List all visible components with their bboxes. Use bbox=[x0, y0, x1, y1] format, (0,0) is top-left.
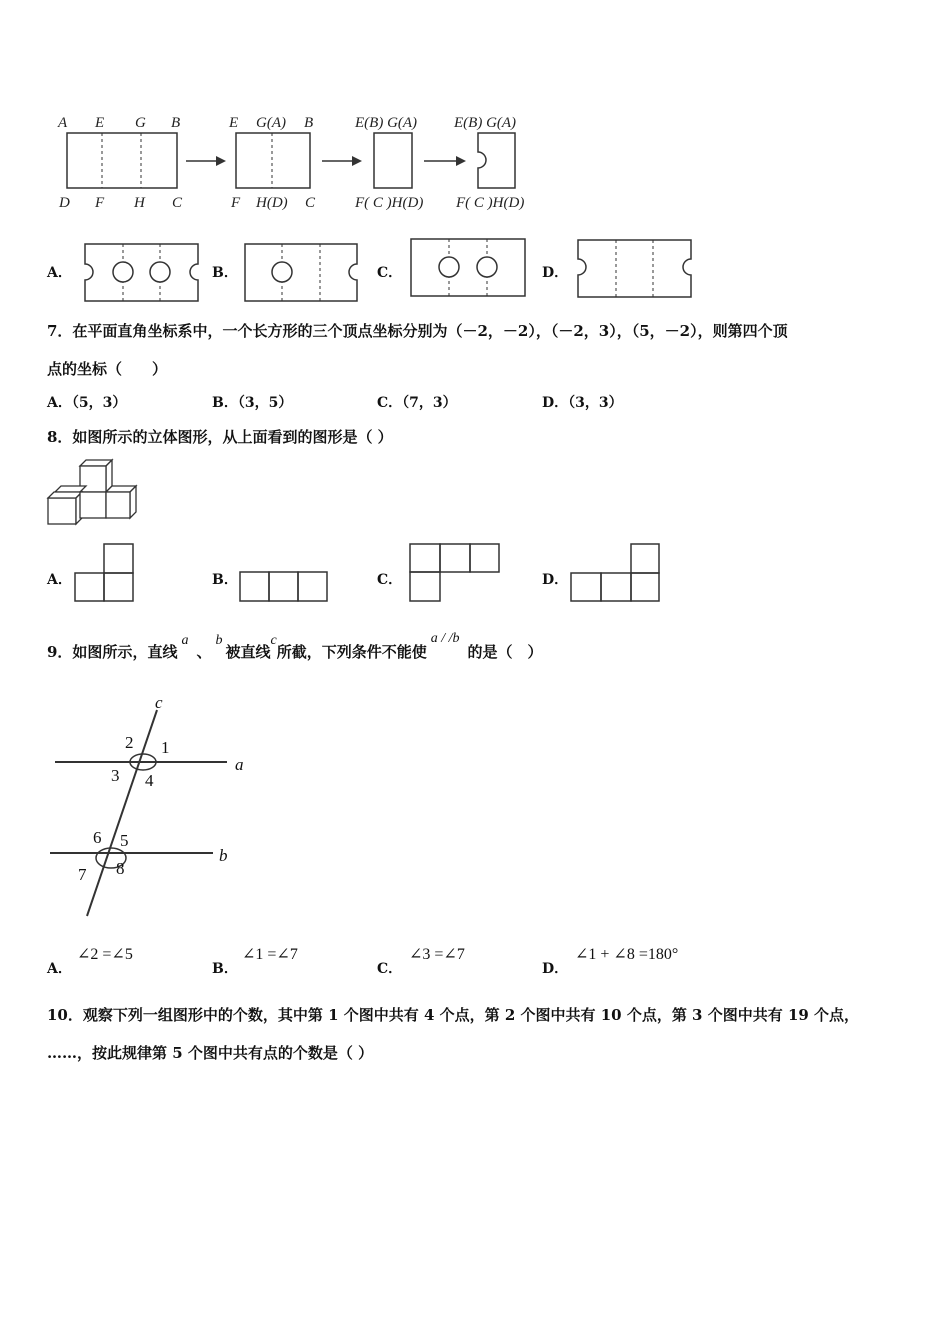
stage1-label-g: G bbox=[135, 115, 146, 131]
q7-option-b-text: （3，5） bbox=[237, 395, 293, 411]
q9-text bbox=[47, 630, 543, 660]
q9-text-part4: 的是（ ） bbox=[467, 643, 543, 661]
q9-option-b[interactable] bbox=[212, 944, 362, 977]
stage1-label-c: C bbox=[172, 195, 183, 211]
stage2-label-c: C bbox=[305, 195, 316, 211]
q7-option-d-text: （3，3） bbox=[568, 395, 623, 411]
q9-parallel-lines-figure bbox=[45, 688, 255, 928]
q9-option-d-label: D． bbox=[542, 961, 569, 977]
q8-option-d-label[interactable]: D． bbox=[542, 572, 569, 588]
q7-text-line2: 点的坐标（ ） bbox=[47, 360, 168, 378]
q7-option-c[interactable] bbox=[377, 392, 457, 412]
stage2-label-ga: G(A) bbox=[256, 115, 286, 131]
q9-angle-8: 8 bbox=[116, 859, 125, 878]
q6-option-a-label[interactable]: A． bbox=[47, 265, 72, 281]
q9-angle-6: 6 bbox=[93, 828, 102, 847]
stage2-label-e: E bbox=[229, 115, 239, 131]
stage3-bottom-label: F( C )H(D) bbox=[355, 195, 424, 211]
stage1-label-b: B bbox=[171, 115, 181, 131]
q9-option-a-expr: ∠2 =∠5 bbox=[77, 946, 133, 963]
q8-option-a-figure[interactable] bbox=[72, 541, 142, 605]
q8-option-b-label[interactable]: B． bbox=[212, 572, 238, 588]
q6-option-b-label[interactable]: B． bbox=[212, 265, 238, 281]
q9-angle-2: 2 bbox=[125, 733, 134, 752]
q10-text-line2: ……，按此规律第 5 个图中共有点的个数是（ ） bbox=[47, 1044, 374, 1062]
q9-letter-b: b bbox=[215, 633, 223, 648]
q6-option-d-label[interactable]: D． bbox=[542, 265, 569, 281]
q9-option-b-expr: ∠1 =∠7 bbox=[242, 946, 298, 963]
q7-option-a[interactable] bbox=[47, 392, 126, 412]
q6-option-d-figure[interactable] bbox=[575, 237, 695, 301]
q9-option-c-expr: ∠3 =∠7 bbox=[409, 946, 465, 963]
q9-figure-label-c: c bbox=[155, 693, 163, 712]
q8-option-a-label[interactable]: A． bbox=[47, 572, 72, 588]
q8-option-d-figure[interactable] bbox=[568, 541, 668, 605]
q6-option-a-figure[interactable] bbox=[78, 240, 198, 304]
q7-option-b-label: B． bbox=[212, 395, 238, 411]
q10-text-line1: 10．观察下列一组图形中的个数，其中第 1 个图中共有 4 个点，第 2 个图中共有 10 个点，第 3 个图中共有 19 个点， bbox=[47, 1006, 860, 1024]
q9-angle-1: 1 bbox=[161, 738, 170, 757]
q6-option-c-label[interactable]: C． bbox=[377, 265, 403, 281]
stage1-label-e: E bbox=[95, 115, 105, 131]
stage2-label-hd: H(D) bbox=[256, 195, 288, 211]
q9-angle-4: 4 bbox=[145, 771, 154, 790]
q6-option-b-figure[interactable] bbox=[242, 240, 362, 304]
stage1-label-h: H bbox=[134, 195, 145, 211]
q9-angle-5: 5 bbox=[120, 831, 129, 850]
q9-letter-c: c bbox=[270, 633, 277, 648]
q7-text-line1: 7．在平面直角坐标系中，一个长方形的三个顶点坐标分别为（－2，－2），（－2，3），（5，－2），则第四个顶 bbox=[47, 322, 788, 340]
q9-option-c[interactable] bbox=[377, 944, 527, 977]
q9-option-d[interactable] bbox=[542, 944, 742, 977]
q9-figure-label-b: b bbox=[219, 846, 228, 865]
q8-option-b-figure[interactable] bbox=[237, 569, 337, 605]
stage2-label-b: B bbox=[304, 115, 314, 131]
stage4-bottom-label: F( C )H(D) bbox=[456, 195, 525, 211]
q7-option-a-text: （5，3） bbox=[71, 395, 127, 411]
q9-figure-label-a: a bbox=[235, 755, 244, 774]
q9-option-c-label: C． bbox=[377, 961, 403, 977]
q9-sep: 、 bbox=[196, 643, 212, 661]
q9-angle-7: 7 bbox=[78, 865, 87, 884]
q7-option-c-label: C． bbox=[377, 395, 403, 411]
q8-option-c-label[interactable]: C． bbox=[377, 572, 403, 588]
stage2-label-f: F bbox=[231, 195, 241, 211]
q8-option-c-figure[interactable] bbox=[407, 541, 507, 605]
q9-option-b-label: B． bbox=[212, 961, 238, 977]
q7-option-b[interactable] bbox=[212, 392, 292, 412]
stage1-label-f: F bbox=[95, 195, 105, 211]
q9-option-a[interactable] bbox=[47, 944, 197, 977]
q8-text: 8．如图所示的立体图形，从上面看到的图形是（ ） bbox=[47, 428, 393, 446]
q9-option-a-label: A． bbox=[47, 961, 72, 977]
q9-option-d-expr: ∠1 + ∠8 =180° bbox=[575, 946, 679, 963]
q7-option-d-label: D． bbox=[542, 395, 569, 411]
q6-option-c-figure[interactable] bbox=[408, 236, 528, 300]
q7-option-c-text: （7，3） bbox=[402, 395, 457, 411]
stage4-top-label: E(B) G(A) bbox=[454, 115, 517, 131]
stage1-label-a: A bbox=[58, 115, 68, 131]
stage1-label-d: D bbox=[59, 195, 70, 211]
fold-process-figure bbox=[0, 0, 950, 230]
q7-option-d[interactable] bbox=[542, 392, 623, 412]
q7-option-a-label: A． bbox=[47, 395, 72, 411]
stage3-top-label: E(B) G(A) bbox=[355, 115, 418, 131]
q9-text-part3: 所截，下列条件不能使 bbox=[276, 643, 427, 661]
q9-text-part2: 被直线 bbox=[225, 643, 271, 661]
q9-text-part1: 9．如图所示，直线 bbox=[47, 643, 178, 661]
q9-letter-a: a bbox=[181, 633, 189, 648]
q9-angle-3: 3 bbox=[111, 766, 120, 785]
q8-solid-figure bbox=[45, 458, 145, 538]
q9-parallel-expr: a / /b bbox=[430, 631, 460, 646]
